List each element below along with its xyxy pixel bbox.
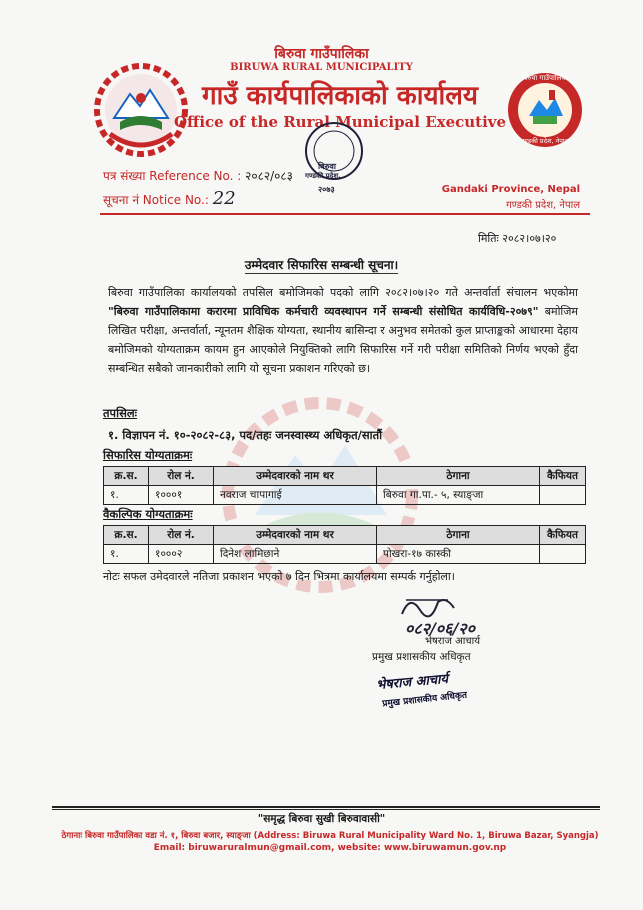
footer-address: ठेगानाः बिरुवा गाउँपालिका वडा नं. १, बिरुवा बजार, स्याङ्जा (Address: Biruwa Rural Municipality Ward No. 1, Biruwa Bazar, Syangja) xyxy=(61,831,599,841)
note-line: नोटः सफल उमेदवारले नतिजा प्रकाशन भएको ७ दिन भित्रमा कार्यालयमा सम्पर्क गर्नुहोला। xyxy=(103,570,455,583)
cell-sn: १. xyxy=(104,486,149,505)
right-logo-text-top: बिरुवा गाउँपालिका xyxy=(521,74,569,82)
body-part-1: बिरुवा गाउँपालिका कार्यालयको तपसिल बमोजिमको पदको लागि २०८२।०७।२० गते अन्तर्वार्ता संचालन भएकोमा xyxy=(108,286,578,299)
office-name-english: Office of the Rural Municipal Executive xyxy=(173,113,507,131)
stamp-line-2: गण्डकी प्रदेश, xyxy=(305,172,341,180)
stamp-line-1: बिरुवा xyxy=(318,162,336,171)
col-name: उम्मेदवारको नाम थर xyxy=(214,467,377,486)
cell-name: दिनेश लामिछाने xyxy=(214,545,377,564)
header-divider xyxy=(100,213,590,215)
notice-body xyxy=(108,283,578,378)
col-name: उम्मेदवारको नाम थर xyxy=(214,526,377,545)
table-header-row xyxy=(104,467,586,486)
recommended-table xyxy=(103,466,586,505)
cell-remarks xyxy=(540,486,586,505)
notice-value: 22 xyxy=(212,188,236,209)
notice-title-text: उम्मेदवार सिफारिस सम्बन्धी सूचना। xyxy=(244,258,399,272)
cell-remarks xyxy=(540,545,586,564)
col-roll: रोल नं. xyxy=(149,467,214,486)
signatory-name: भेषराज आचार्य xyxy=(425,636,481,647)
col-roll: रोल नं. xyxy=(149,526,214,545)
reference-value: २०८२/०८३ xyxy=(245,169,293,183)
office-name-nepali: गाउँ कार्यपालिकाको कार्यालय xyxy=(202,81,478,111)
body-part-2: बमोजिम लिखित परीक्षा, अन्तर्वार्ता, न्यूनतम शैक्षिक योग्यता, स्थानीय बासिन्दा र अनुभव समेतको कुल प्राप्ताङ्कको आधारमा देहाय बमोजिमको योग्यताक्रम कायम हुन आएकोले नियुक्तिको लागि सिफारिस गर्ने गरी परीक्षा समितिको निर्णय भएको हुँदा सम्बन्धित सबैको जानकारीको लागि यो सूचना प्रकाशन गरिएको छ। xyxy=(108,305,579,375)
footer-divider xyxy=(52,806,600,808)
date-line: मितिः २०८२।०७।२० xyxy=(478,232,557,245)
cell-address: पोखरा-१७ कास्की xyxy=(377,545,540,564)
footer-contact: Email: biruwaruralmun@gmail.com, website: www.biruwamun.gov.np xyxy=(153,843,507,853)
col-address: ठेगाना xyxy=(377,467,540,486)
notice-label: सूचना नं Notice No.: xyxy=(103,193,209,207)
alternative-table xyxy=(103,525,586,564)
recommended-label: सिफारिस योग्यताक्रमः xyxy=(103,448,193,462)
table-row xyxy=(104,486,586,505)
col-remarks: कैफियत xyxy=(540,467,586,486)
signatory-title: प्रमुख प्रशासकीय अधिकृत xyxy=(372,651,471,663)
cell-name: नवराज चापागाई xyxy=(214,486,377,505)
signature-date: ०८२/०६/२० xyxy=(405,619,475,638)
cell-sn: १. xyxy=(104,545,149,564)
col-sn: क्र.स. xyxy=(104,467,149,486)
col-sn: क्र.स. xyxy=(104,526,149,545)
advertisement-line: १. विज्ञापन नं. १०-२०८२-८३, पद/तहः जनस्वास्थ्य अधिकृत/सातौं xyxy=(108,428,383,442)
col-remarks: कैफियत xyxy=(540,526,586,545)
cell-address: बिरुवा गा.पा.- ५, स्याङ्जा xyxy=(377,486,540,505)
alternative-label: वैकल्पिक योग्यताक्रमः xyxy=(103,507,193,521)
municipality-name-nepali: बिरुवा गाउँपालिका xyxy=(274,46,369,62)
cell-roll: १०००१ xyxy=(149,486,214,505)
right-logo-text-bottom: गण्डकी प्रदेश, नेपाल xyxy=(520,137,570,145)
tapsil-label: तपसिलः xyxy=(103,406,137,420)
notice-title xyxy=(0,256,643,273)
province-english: Gandaki Province, Nepal xyxy=(441,184,580,195)
col-address: ठेगाना xyxy=(377,526,540,545)
table-header-row xyxy=(104,526,586,545)
cell-roll: १०००२ xyxy=(149,545,214,564)
stamp-signatory-title: प्रमुख प्रशासकीय अधिकृत xyxy=(381,690,468,710)
footer-slogan: "समृद्ध बिरुवा सुखी बिरुवावासी" xyxy=(257,813,386,825)
stamp-signatory-name: भेषराज आचार्य xyxy=(375,671,449,694)
table-row xyxy=(104,545,586,564)
municipality-name-english: BIRUWA RURAL MUNICIPALITY xyxy=(230,62,413,73)
body-bold: "बिरुवा गाउँपालिकामा करारमा प्राविधिक कर्मचारी व्यवस्थापन गर्ने सम्बन्धी संसोधित कार्यविधि-२०७९" xyxy=(108,305,539,318)
reference-line xyxy=(103,167,293,184)
footer-divider-thin xyxy=(52,809,600,810)
notice-line xyxy=(103,188,236,209)
reference-label: पत्र संख्या Reference No. : xyxy=(103,169,242,183)
stamp-line-3: २०७३ xyxy=(318,185,335,194)
province-nepali: गण्डकी प्रदेश, नेपाल xyxy=(506,200,580,211)
